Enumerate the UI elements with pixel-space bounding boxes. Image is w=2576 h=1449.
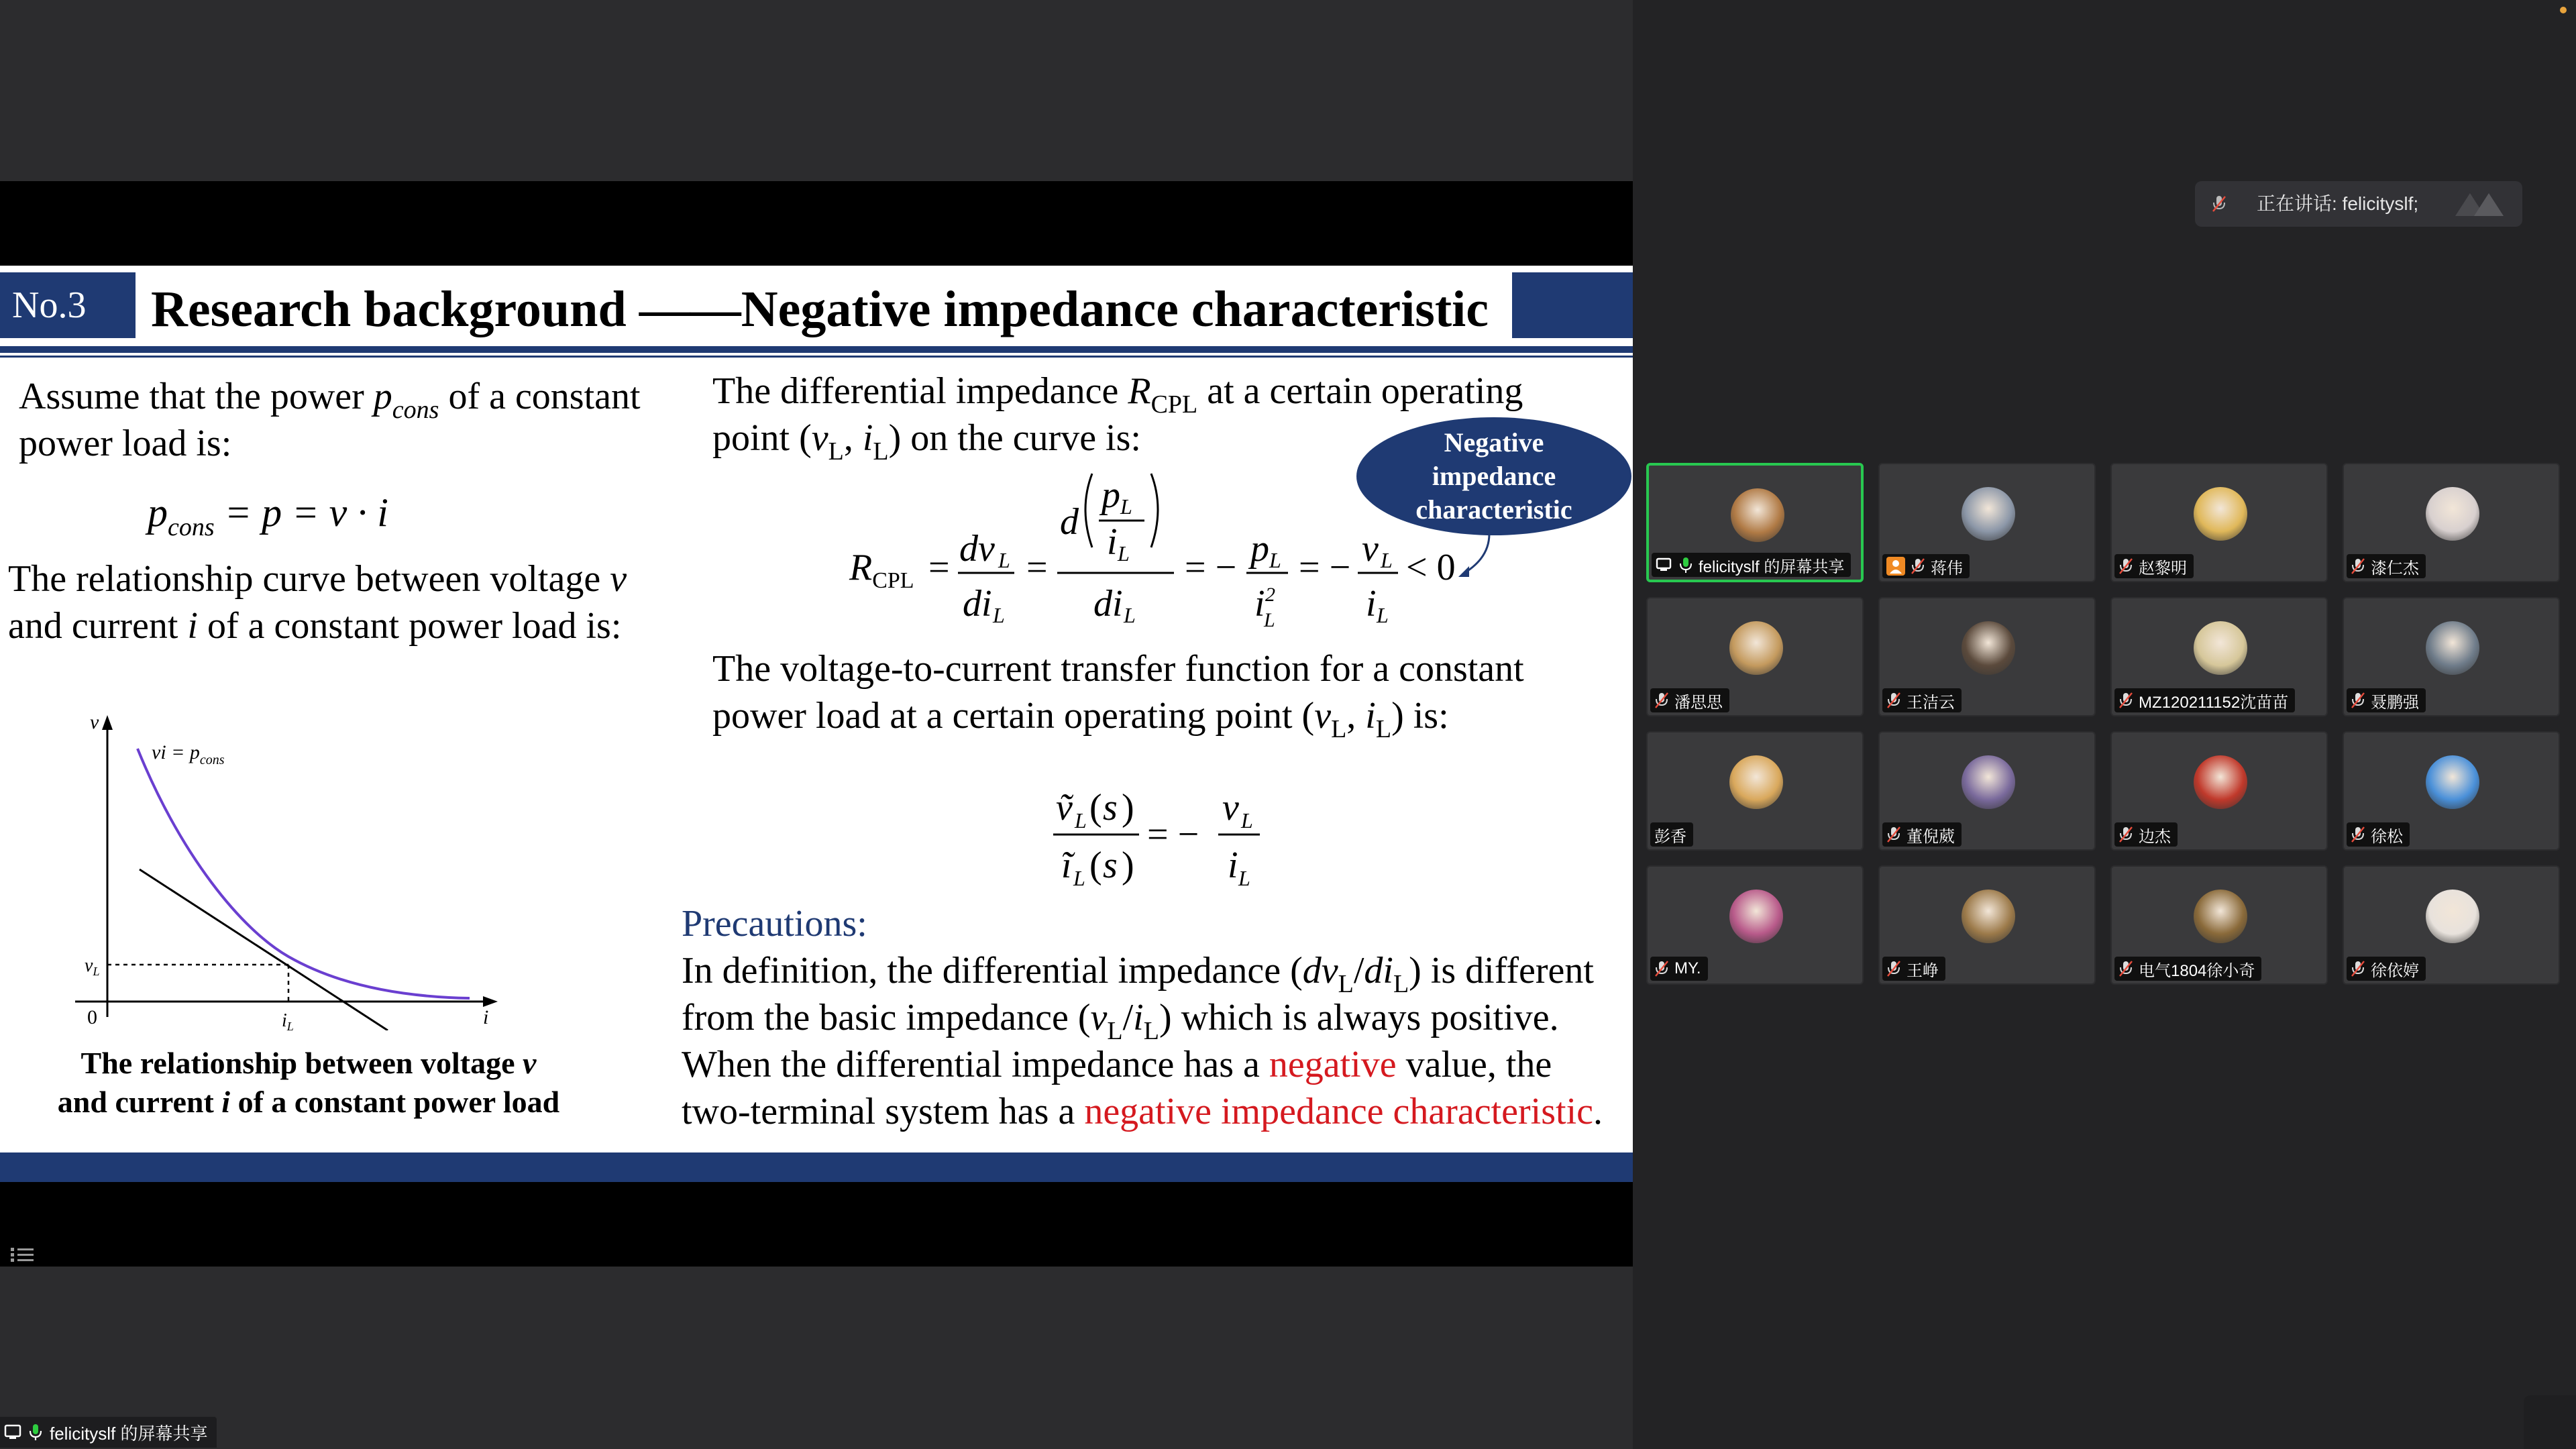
participant-tile[interactable] [2110, 731, 2328, 851]
precautions-line4: two-terminal system has a negative impedance characteristic. [682, 1091, 1603, 1132]
participant-nameplate [2347, 822, 2410, 847]
assume-text-line2: power load is: [19, 423, 232, 464]
slide-footer-bar [0, 1152, 1633, 1182]
participant-name: MY. [1674, 959, 1701, 977]
avatar [1962, 890, 2015, 943]
power-curve [138, 749, 470, 998]
svg-text:s: s [1103, 787, 1118, 828]
svg-text:L: L [1241, 808, 1253, 833]
mic-muted-icon [1886, 826, 1901, 843]
participant-nameplate [2347, 688, 2426, 712]
participant-nameplate [2114, 822, 2178, 847]
svg-text:L: L [1264, 609, 1275, 631]
participant-tile[interactable] [1646, 731, 1864, 851]
participant-nameplate [1650, 822, 1693, 847]
participant-nameplate [2114, 554, 2194, 578]
curve-label: vi = $p_{cons}$ [152, 741, 225, 767]
participant-tile[interactable] [1646, 463, 1864, 582]
mic-muted-icon [2351, 826, 2365, 843]
origin-label: 0 [87, 1006, 97, 1028]
svg-text:L: L [1073, 866, 1085, 890]
participant-tile[interactable] [1878, 865, 2096, 985]
share-screen-icon [1656, 557, 1673, 572]
participant-name: felicityslf 的屏幕共享 [1699, 557, 1845, 576]
participant-name: 彭香 [1654, 827, 1686, 846]
svg-text:L: L [998, 548, 1010, 572]
svg-text:L: L [993, 603, 1005, 627]
participant-nameplate [2347, 957, 2426, 981]
participant-tile[interactable] [2110, 865, 2328, 985]
participant-name: 王洁云 [1907, 693, 1955, 712]
precautions-line1: In definition, the differential impedance $(dv_L/di_L)$ is different [682, 950, 1594, 998]
slide-list-icon[interactable] [11, 1245, 35, 1265]
transfer-function-text: The voltage-to-current transfer function for a constant [712, 648, 1524, 690]
svg-text:L: L [1118, 541, 1130, 566]
svg-text:L: L [1124, 603, 1136, 627]
svg-text:i: i [1107, 521, 1118, 563]
avatar [1962, 487, 2015, 541]
avatar [2194, 621, 2247, 675]
participant-nameplate [2114, 688, 2295, 712]
participant-nameplate [1652, 553, 1851, 577]
participant-tile[interactable] [1646, 597, 1864, 716]
assume-text: Assume that the power $p_{cons}$ of a constant [19, 376, 641, 424]
participant-nameplate [2114, 957, 2261, 981]
avatar [1731, 488, 1784, 542]
svg-text:L: L [1381, 548, 1393, 572]
svg-text:i: i [1366, 583, 1377, 625]
precautions-line3: When the differential impedance has a negative value, the [682, 1044, 1552, 1085]
letterbox-top [0, 181, 1633, 266]
participant-nameplate [1882, 957, 1945, 981]
participant-name: 董倪葳 [1907, 827, 1955, 846]
participant-name: 边杰 [2139, 827, 2171, 846]
mic-muted-icon [2211, 195, 2227, 213]
vL-label: $v_L$ [85, 955, 100, 978]
mic-muted-icon [2118, 826, 2133, 843]
svg-text:v: v [1362, 528, 1379, 570]
svg-text:i: i [1228, 845, 1238, 886]
title-accent-block [1512, 272, 1633, 338]
tangent-line [140, 869, 388, 1030]
mic-muted-icon [1654, 960, 1669, 977]
negative-impedance-callout: Negative impedance characteristic [1356, 417, 1631, 535]
svg-text:=: = [928, 547, 950, 588]
rcpl-equation [839, 460, 1476, 635]
avatar [1729, 621, 1783, 675]
avatar [1962, 755, 2015, 809]
relation-text-line2: and current i of a constant power load is: [8, 605, 622, 647]
slide-number: No.3 [0, 272, 136, 338]
svg-text:p: p [1102, 474, 1120, 516]
share-screen-icon [4, 1424, 24, 1441]
avatar [2426, 755, 2479, 809]
avatar [2426, 890, 2479, 943]
svg-text:(: ( [1089, 787, 1102, 828]
svg-text:L: L [1377, 603, 1389, 627]
participant-tile[interactable] [1878, 731, 2096, 851]
participant-name: 王峥 [1907, 961, 1939, 980]
screen-share-label: felicityslf 的屏幕共享 [0, 1417, 217, 1448]
svg-text:p: p [1250, 528, 1269, 570]
y-axis-label: v [90, 711, 99, 733]
person-icon [1886, 557, 1905, 576]
mic-muted-icon [1886, 692, 1901, 709]
avatar [1729, 890, 1783, 943]
svg-text:L: L [1075, 808, 1087, 833]
svg-text:): ) [1122, 787, 1134, 828]
avatar [2194, 755, 2247, 809]
mic-muted-icon [2118, 692, 2133, 709]
relation-text: The relationship curve between voltage v [8, 558, 627, 600]
participant-tile[interactable] [2343, 597, 2560, 716]
svg-text:< 0: < 0 [1406, 547, 1456, 588]
participant-name: 漆仁杰 [2371, 559, 2419, 578]
title-divider-thin [0, 356, 1633, 358]
svg-text:L: L [1238, 866, 1250, 890]
participant-nameplate [1882, 554, 1970, 578]
participant-nameplate [1650, 957, 1708, 981]
participant-name: 蒋伟 [1931, 559, 1963, 578]
mic-muted-icon [2118, 960, 2133, 977]
participant-tile[interactable] [2343, 731, 2560, 851]
svg-text:= −: = − [1185, 547, 1237, 588]
participant-name: 聂鹏强 [2371, 693, 2419, 712]
svg-text:v: v [1222, 787, 1239, 828]
svg-text:2: 2 [1265, 584, 1275, 606]
power-formula: $p_{cons} = p = v \cdot i$ [148, 490, 388, 541]
participant-tile[interactable] [2110, 597, 2328, 716]
participant-tile[interactable] [2343, 865, 2560, 985]
title-divider [0, 346, 1633, 353]
participant-name: 徐松 [2371, 827, 2403, 846]
y-axis-arrow [102, 715, 113, 730]
svg-text:= −: = − [1299, 547, 1351, 588]
svg-text:): ) [1122, 845, 1134, 886]
participant-tile[interactable] [1878, 597, 2096, 716]
avatar [1962, 621, 2015, 675]
mic-muted-icon [2118, 557, 2133, 575]
svg-text:dv: dv [959, 528, 995, 570]
participant-tile[interactable] [1646, 865, 1864, 985]
differential-impedance-text: The differential impedance $R_{CPL}$ at a certain operating [712, 370, 1523, 419]
mic-muted-icon [1886, 960, 1901, 977]
avatar [2194, 890, 2247, 943]
svg-text:ĩ: ĩ [1061, 845, 1072, 886]
mic-muted-icon [1911, 557, 1925, 575]
svg-text:s: s [1103, 845, 1118, 886]
transfer-function-equation [1046, 769, 1288, 903]
svg-text:=: = [1026, 547, 1048, 588]
transfer-function-text-line2: power load at a certain operating point ($v_L$, $i_L$) is: [712, 695, 1449, 743]
participant-nameplate [2347, 554, 2426, 578]
avatar [2194, 487, 2247, 541]
mic-muted-icon [2351, 692, 2365, 709]
speaker-avatars [2450, 189, 2510, 219]
svg-text:i: i [1254, 583, 1265, 625]
mic-muted-icon [2351, 960, 2365, 977]
x-axis-arrow [483, 996, 498, 1007]
speaking-label: 正在讲话: felicityslf; [2257, 193, 2419, 214]
participant-nameplate [1882, 822, 1962, 847]
presentation-slide [0, 266, 1633, 1182]
svg-text:L: L [1269, 548, 1281, 572]
svg-text:(: ( [1089, 845, 1102, 886]
svg-text:L: L [1120, 494, 1132, 519]
mic-muted-icon [1654, 692, 1669, 709]
slide-title-bar [0, 266, 1633, 345]
notification-dot [2560, 7, 2567, 13]
svg-text:di: di [1093, 583, 1123, 625]
participant-tile[interactable] [2343, 463, 2560, 582]
diagram-caption: The relationship between voltage v and current i of a constant power load [57, 1046, 560, 1119]
mic-muted-icon [2351, 557, 2365, 575]
corner-control[interactable] [2524, 1395, 2576, 1449]
participant-name: 电气1804徐小奇 [2139, 961, 2255, 980]
letterbox-bottom [0, 1182, 1633, 1267]
participant-name: 徐依婷 [2371, 961, 2419, 980]
precautions-line2: from the basic impedance $(v_L/i_L)$ which is always positive. [682, 997, 1559, 1045]
participant-tile[interactable] [2110, 463, 2328, 582]
x-axis-label: i [483, 1006, 489, 1028]
participant-nameplate [1650, 688, 1729, 712]
iL-label: $i_L$ [282, 1010, 294, 1030]
slide-title: Research background ——Negative impedance characteristic [151, 281, 1489, 337]
vi-curve-diagram [67, 708, 510, 1030]
participant-name: 赵黎明 [2139, 559, 2187, 578]
participant-name: MZ120211152沈苗苗 [2139, 693, 2289, 712]
avatar [2426, 487, 2479, 541]
participant-tile[interactable] [1878, 463, 2096, 582]
mic-active-icon [28, 1423, 43, 1442]
precautions-heading: Precautions: [682, 903, 867, 945]
svg-text:ṽ: ṽ [1056, 787, 1073, 828]
active-speaker-indicator [2195, 181, 2522, 227]
avatar [1729, 755, 1783, 809]
svg-text:di: di [963, 583, 992, 625]
participant-name: 潘思思 [1674, 693, 1723, 712]
participant-nameplate [1882, 688, 1962, 712]
svg-text:RCPL: $R_{CPL}$ [849, 547, 914, 593]
svg-text:d: d [1060, 501, 1079, 543]
svg-text:= −: = − [1147, 814, 1199, 855]
differential-impedance-text-line2: point ($v_L$, $i_L$) on the curve is: [712, 417, 1141, 466]
avatar [2426, 621, 2479, 675]
mic-active-icon [1678, 556, 1693, 574]
